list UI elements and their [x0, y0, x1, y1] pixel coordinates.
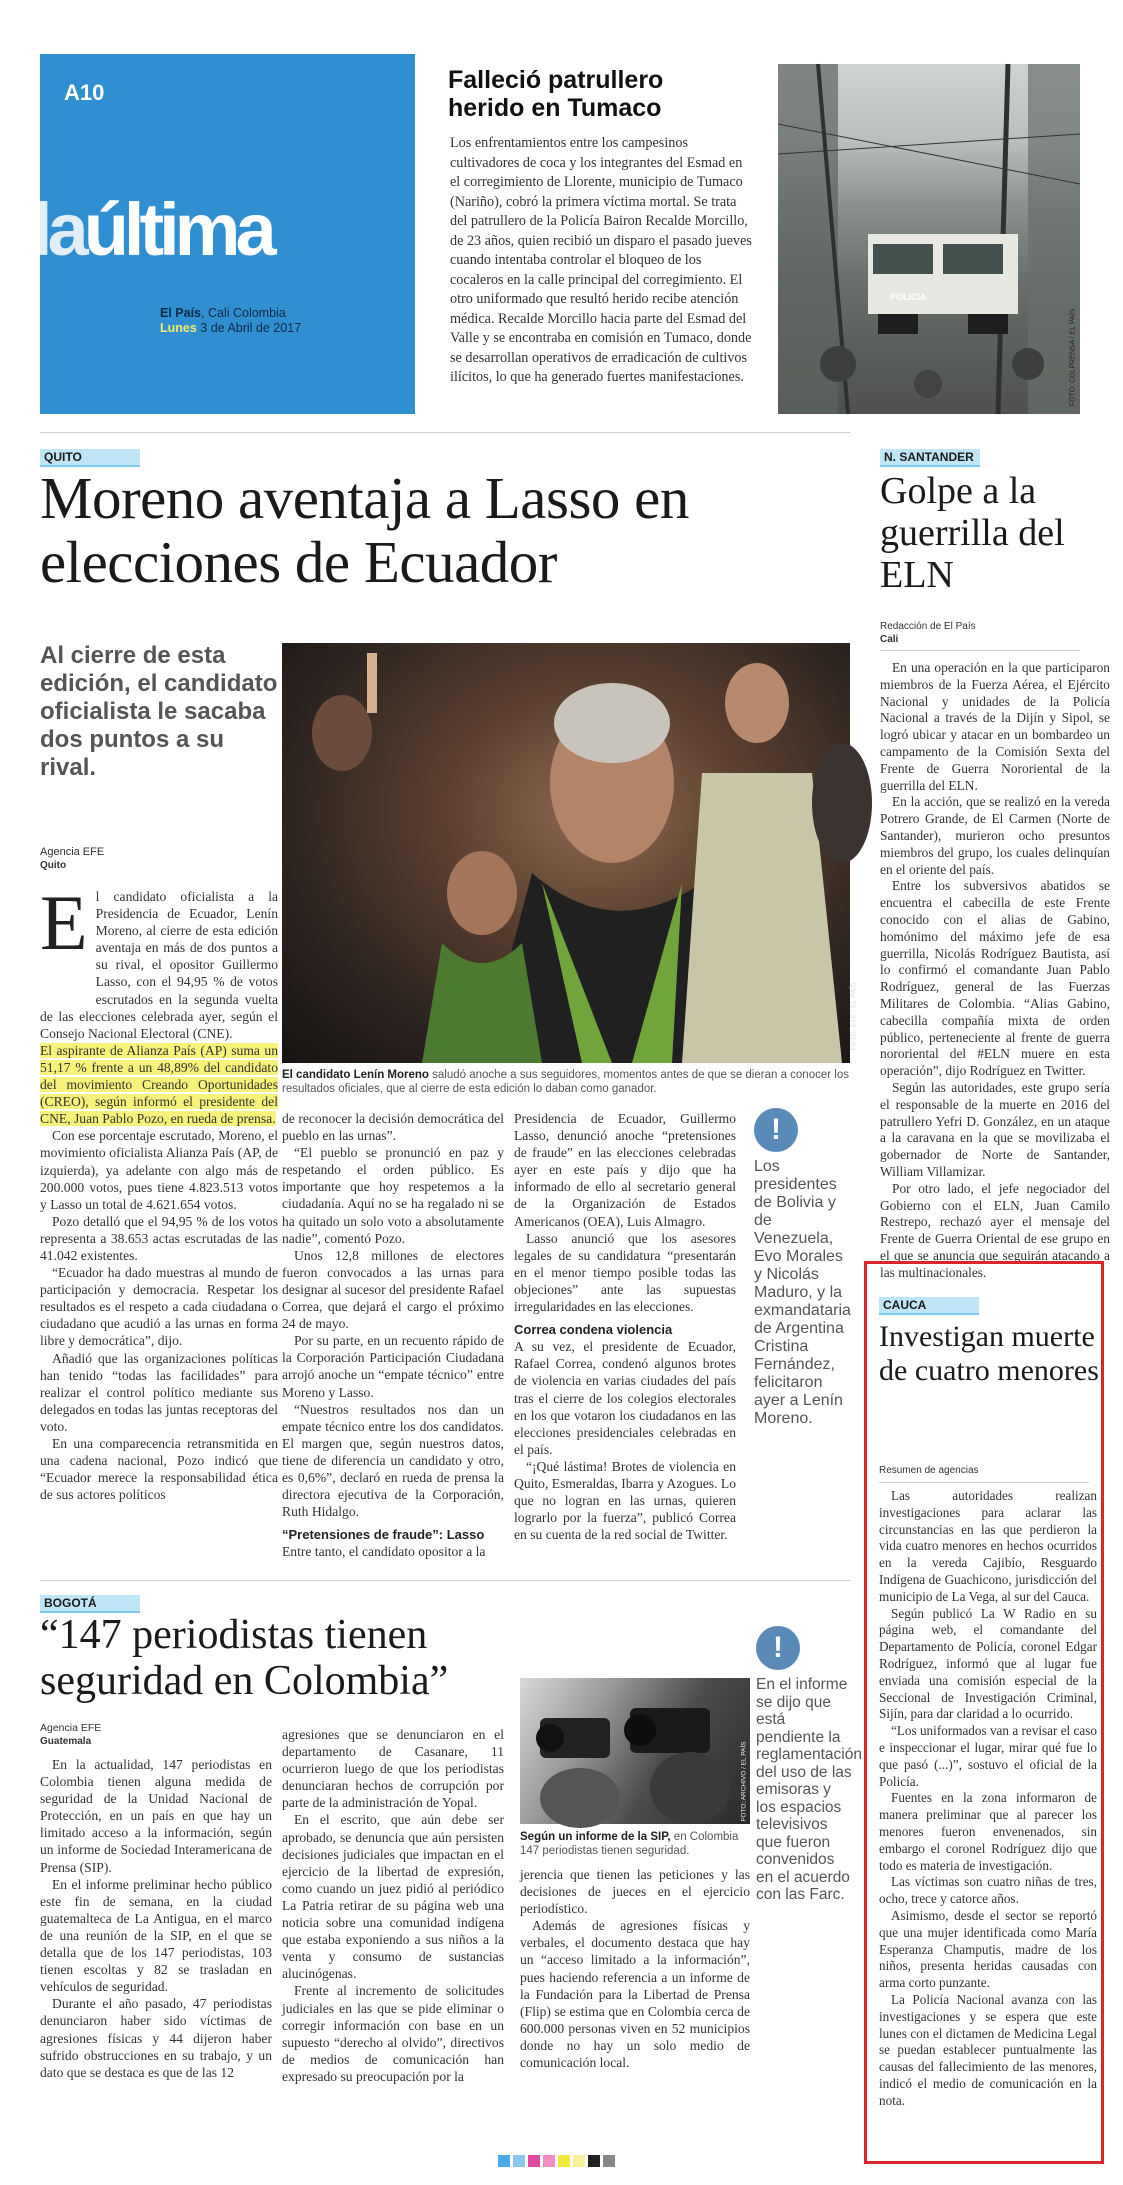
subheading: Correa condena violencia — [514, 1322, 673, 1338]
paragraph: Las víctimas son cuatro niñas de tres, ocho, trece y catorce años. — [879, 1874, 1097, 1907]
paragraph: Pozo detalló que el 94,95 % de los votos representa a 38.653 actas escrutadas de las 41.042 existentes. — [40, 1213, 278, 1263]
print-color-bar — [498, 2155, 615, 2167]
top-story-body — [450, 134, 756, 388]
paragraph: Según publicó La W Radio en su página web, el comandante del Departamento de Policía, coronel Edgar Rodríguez, informó que al lugar fue enviada una comisión especial de la Seccional de Investigación Criminal, Sijín, para dar claridad a lo ocurrido. — [879, 1605, 1097, 1722]
dropcap: E — [40, 879, 88, 966]
paragraph: En una comparecencia retransmitida en una cadena nacional, Pozo indicó que “Ecuador merece la responsabilidad ética de sus actores políticos — [40, 1436, 278, 1503]
paragraph: La Policía Nacional avanza con las investigaciones y se espera que este lunes con el dictamen de Medicina Legal se puedan establecer puntualmente las causas del fallecimiento de las menores, indicó el medio de comunicación en la nota. — [879, 1991, 1097, 2108]
paragraph: Presidencia de Ecuador, Guillermo Lasso, denunció anoche “pretensiones de fraude” en las elecciones celebradas ayer en este país y dijo que ha informado de ello al secretario general de la Organización de Estados Americanos (OEA), Luis Almagro. — [514, 1111, 736, 1229]
caption-text: saludó anoche a sus seguidores, momentos antes de que se dieran a conocer los resultados oficiales, que al cierre de esta edición lo daban como ganador. — [282, 1069, 849, 1095]
swatch — [498, 2155, 510, 2167]
police-van-sign: POLICIA — [890, 292, 927, 302]
paragraph: Durante el año pasado, 47 periodistas denunciaron haber sido víctimas de agresiones físicas y 44 dijeron haber sufrido obstrucciones en su trabajo, y un dato que se destaca es que de las 12 — [40, 1996, 272, 2080]
swatch — [558, 2155, 570, 2167]
place: Quito — [40, 860, 67, 871]
section-title — [32, 190, 272, 270]
masthead — [32, 54, 415, 414]
ecuador-column-2 — [282, 1110, 504, 1560]
divider — [40, 432, 850, 433]
swatch — [603, 2155, 615, 2167]
periodistas-column-1 — [40, 1756, 272, 2081]
ecuador-photo — [282, 643, 858, 1063]
top-story-headline: Falleció patrullero herido en Tumaco — [448, 66, 664, 122]
paragraph: En la actualidad, 147 periodistas en Colombia tienen alguna medida de seguridad de la Unidad Nacional de Protección, en un país en que hay un limitado acceso a la información, según un informe de Sociedad Interamericana de Prensa (SIP). — [40, 1757, 272, 1875]
swatch — [573, 2155, 585, 2167]
paragraph: Asimismo, desde el sector se reportó que una mujer identificada como María Esperanza Champutis, madre de los niños, presenta heridas causadas con arma corto punzante. — [879, 1907, 1097, 1991]
ecuador-kicker: QUITO — [40, 449, 140, 467]
ecuador-photo-caption — [282, 1068, 850, 1096]
masthead-dateline: El País, Cali Colombia Lunes 3 de Abril de 2017 — [160, 306, 302, 335]
day-name: Lunes — [160, 321, 197, 335]
caption-bold: El candidato Lenín Moreno — [282, 1069, 429, 1081]
paper-name: El País — [160, 306, 201, 320]
paragraph: Frente al incremento de solicitudes judiciales en las que se pide eliminar o corregir información con base en un supuesto “derecho al olvido”, directivos de medios de comunicación han expresado su preocupación por la — [282, 1983, 504, 2084]
divider — [40, 1580, 850, 1581]
agency: Redacción de El País — [880, 621, 976, 632]
paragraph: Según las autoridades, este grupo sería el responsable de la muerte en 2016 del patrullero Yefri D. González, en un ataque a la caravana en la que se movilizaba el gobernador de Norte de Santander, William Villamizar. — [880, 1079, 1110, 1179]
paragraph: l candidato oficialista a la Presidencia de Ecuador, Lenín Moreno, al cierre de esta edición aventaja en más de dos puntos a su rival, el opositor Guillermo Lasso, con el 94,95 % de votos escrutados en la segunda vuelta de las elecciones celebrada ayer, según el Consejo Nacional Electoral (CNE). — [40, 889, 278, 1041]
section-suffix: última — [83, 188, 272, 271]
ecuador-deck: Al cierre de esta edición, el candidato oficialista le sacaba dos puntos a su rival. — [40, 642, 278, 781]
swatch — [543, 2155, 555, 2167]
periodistas-kicker: BOGOTÁ — [40, 1595, 140, 1613]
periodistas-column-3 — [520, 1866, 750, 2071]
eln-kicker: N. SANTANDER — [880, 449, 980, 467]
crowd-scene — [282, 643, 850, 1063]
top-story-paragraph: Los enfrentamientos entre los campesinos cultivadores de coca y los integrantes del Esmad en el corregimiento de Llorente, municipio de Tumaco (Nariño), cobró la primera víctima mortal. Se trata del patrullero de la Policía Bairon Recalde Morcillo, de 23 años, quien recibió un disparo el pasado jueves cuando intentaba controlar el bloqueo de los cocaleros en la calle principal del corregimiento. El otro uniformado que resultó herido recibe atención médica. Recalde Morcillo hacia parte del Esmad del Valle y se encontraba en comisión en Tumaco, donde se desarrollan operativos de erradicación de cultivos ilícitos, lo que ha generado fuertes manifestaciones. — [450, 135, 752, 385]
paragraph: “Nuestros resultados nos dan un empate técnico entre los dos candidatos. El margen que, según nuestros datos, tiene de diferencia un candidato y otro, es 0,6%”, declaró en rueda de prensa la directora ejecutiva de la Corporación, Ruth Hidalgo. — [282, 1401, 504, 1520]
top-photo-credit: FOTO: COLPRENSA / EL PAÍS — [1069, 308, 1077, 407]
edition-date: 3 de Abril de 2017 — [200, 321, 302, 335]
highlighted-paragraph: El aspirante de Alianza País (AP) suma un 51,17 % frente a un 48,89% del candidato del movimiento Creando Oportunidades (CREO), según informó el presidente del CNE, Juan Pablo Pozo, en rueda de prensa. — [40, 1042, 278, 1127]
exclamation-icon: ! — [754, 1108, 798, 1152]
section-prefix: la — [32, 188, 84, 271]
sidebar-text: Los presidentes de Bolivia y de Venezuela, Evo Morales y Nicolás Maduro, y la exmandataria de Argentina Cristina Fernández, felicitaron ayer a Lenín Moreno. — [754, 1158, 851, 1427]
periodistas-byline — [40, 1722, 101, 1748]
cauca-box — [864, 1261, 1104, 2164]
swatch — [588, 2155, 600, 2167]
periodistas-photo — [520, 1678, 750, 1824]
caption-bold: Según un informe de la SIP, — [520, 1831, 671, 1843]
agency: Agencia EFE — [40, 1722, 102, 1734]
paragraph: Entre tanto, el candidato opositor a la — [282, 1544, 486, 1560]
paragraph: “El pueblo se pronunció en paz y respetando el orden público. Es importante que hoy respetemos a la ciudadanía. Aquí no se ha regalado ni se ha quitado un solo voto a absolutamente nadie”, comentó Pozo. — [282, 1145, 504, 1246]
cameras-scene — [520, 1678, 750, 1824]
paragraph: Por otro lado, el jefe negociador del Gobierno con el ELN, Juan Camilo Restrepo, rechazó ayer el mensaje del Frente de Guerra Oriental de ese grupo en el que se anuncia que seguirán atacando a las multinacionales. — [880, 1180, 1110, 1280]
paragraph: En el escrito, que aún debe ser aprobado, se denuncia que aún persisten decisiones judiciales que impactan en el ejercicio de la libertad de expresión, como cuando un juez pidió al periódico La Patria retirar de su página web una noticia sobre una comunidad indígena que estaba exponiendo a sus niños a la venta y consumo de sustancias alucinógenas. — [282, 1812, 504, 1982]
eln-headline: Golpe a la guerrilla del ELN — [880, 470, 1065, 596]
cauca-body — [879, 1488, 1097, 2109]
paragraph: “Ecuador ha dado muestras al mundo de participación y democracia. Respetar los resultados es el respeto a cada ciudadana o ciudadano que acudió a las urnas en forma libre y democrática”, dijo. — [40, 1265, 278, 1349]
ecuador-column-3 — [514, 1110, 736, 1543]
street-scene — [778, 64, 1080, 414]
top-story-photo — [778, 64, 1080, 414]
paragraph: Fuentes en la zona informaron de manera preliminar que al parecer los menores fueron envenenados, sin embargo el coronel Rodríguez dijo que todo es materia de investigación. — [879, 1790, 1097, 1873]
paragraph: de reconocer la decisión democrática del pueblo en las urnas”. — [282, 1111, 504, 1144]
ecuador-byline — [40, 846, 104, 872]
cauca-kicker: CAUCA — [879, 1297, 979, 1315]
place: Guatemala — [40, 1736, 92, 1747]
paragraph: “Los uniformados van a revisar el caso e inspeccionar el lugar, mirar qué fue lo que pasó (...)”, sostuvo el oficial de la Policía. — [879, 1723, 1097, 1789]
sidebar-text: En el informe se dijo que está pendiente la reglamentación del uso de las emisoras y los espacios televisivos que fueron convenidos en el acuerdo con las Farc. — [756, 1676, 862, 1903]
eln-body — [880, 660, 1110, 1281]
paragraph: “¡Qué lástima! Brotes de violencia en Quito, Esmeraldas, Ibarra y Azogues. Lo que no logran en las urnas, quieren lograrlo por la fuerza”, publicó Correa en su cuenta de la red social de Twitter. — [514, 1458, 736, 1543]
ecuador-headline: Moreno aventaja a Lasso en elecciones de Ecuador — [40, 465, 689, 595]
periodistas-photo-credit: FOTO: ARCHIVO / EL PAÍS — [740, 1741, 748, 1822]
periodistas-photo-caption — [520, 1830, 750, 1858]
swatch — [528, 2155, 540, 2167]
eln-byline — [880, 620, 976, 646]
paragraph: Las autoridades realizan investigaciones para aclarar las circunstancias en las que perdieron la vida cuatro menores en hechos ocurridos en la vereda Cajibío, Resguardo Indígena de Guachicono, jurisdicción del municipio de La Vega, al sur del Cauca. — [879, 1488, 1097, 1604]
swatch — [513, 2155, 525, 2167]
paragraph: Por su parte, en un recuento rápido de la Corporación Participación Ciudadana arrojó anoche un “empate técnico” entre Moreno y Lasso. — [282, 1333, 504, 1400]
paragraph: Entre los subversivos abatidos se encuentra el cabecilla de este Frente conocido con el alias de Gabino, homónimo del máximo jefe de esa guerrilla, Nicolás Rodríguez Bautista, así lo confirmó el comandante Juan Pablo Rodríguez, general de las Fuerzas Militares de Colombia. “Alias Gabino, cabecilla compañía mixta de orden público, perteneciente al frente de guerra nororiental del #ELN muere en esta operación”, dijo Rodríguez en Twitter. — [880, 878, 1110, 1079]
cauca-headline: Investigan muerte de cuatro menores — [879, 1320, 1099, 1387]
paragraph: Añadió que las organizaciones políticas han tenido “todas las facilidades” para realizar el control político mediante sus delegados en todas las juntas receptoras del voto. — [40, 1350, 278, 1434]
paragraph: En una operación en la que participaron miembros de la Fuerza Aérea, el Ejército Nacional y unidades de la Policía Nacional a través de la Dijín y Sipol, se logró ubicar y atacar en un bombardeo un campamento de la Comisión Sexta del Frente de Guerra Nororiental de la guerrilla del ELN. — [880, 660, 1110, 793]
paragraph: Con ese porcentaje escrutado, Moreno, el movimiento oficialista Alianza País (AP, de izquierda), ya adelante con algo más de 200.000 votos, pues tiene 4.823.513 votos y Lasso un total de 4.621.654 votos. — [40, 1128, 278, 1212]
caption-text: en Colombia 147 periodistas tienen seguridad. — [520, 1831, 739, 1857]
cauca-byline: Resumen de agencias — [879, 1465, 979, 1476]
periodistas-sidebar — [756, 1626, 862, 1904]
paragraph: jerencia que tienen las peticiones y las decisiones de jueces en el ejercicio periodístico. — [520, 1867, 750, 1917]
paragraph: agresiones que se denunciaron en el departamento de Casanare, 11 ocurrieron luego de que los periodistas denunciaran hechos de corrupción por parte de la administración de Yopal. — [282, 1727, 504, 1811]
page-number: A10 — [64, 80, 105, 105]
subheading: “Pretensiones de fraude”: Lasso — [282, 1527, 485, 1543]
paragraph: A su vez, el presidente de Ecuador, Rafael Correa, condenó algunos brotes de violencia en varias ciudades del país tras el cierre de los colegios electorales en los que votaron los ciudadanos en las elecciones presidenciales celebradas en el país. — [514, 1339, 736, 1457]
paragraph: Unos 12,8 millones de electores fueron convocados a las urnas para designar al sucesor del presidente Rafael Correa, que dejará el cargo el próximo 24 de mayo. — [282, 1247, 504, 1332]
paragraph: En la acción, que se realizó en la vereda Potrero Grande, de El Carmen (Norte de Santander), murieron ocho presuntos miembros del grupo, los cuales delinquían en el oriente del país. — [880, 794, 1110, 877]
divider — [880, 650, 1080, 651]
place: Cali — [880, 634, 899, 645]
paragraph: Además de agresiones físicas y verbales, el documento destaca que hay un “acceso limitado a la información”, pues haciendo referencia a un informe de la Fundación para la Libertad de Prensa (Flip) se estima que en Colombia cerca de 600.000 personas viven en 52 municipios donde no hay un solo medio de comunicación local. — [520, 1918, 750, 2071]
ecuador-column-1 — [40, 879, 278, 1503]
paper-city: Cali Colombia — [207, 306, 286, 320]
periodistas-headline: “147 periodistas tienen seguridad en Colombia” — [40, 1612, 449, 1704]
exclamation-icon: ! — [756, 1626, 800, 1670]
periodistas-column-2 — [282, 1726, 504, 2085]
ecuador-sidebar — [754, 1108, 854, 1428]
paragraph: Lasso anunció que los asesores legales de su candidatura “presentarán en el menor tiempo posible todas las objeciones” ante las supuestas irregularidades en las elecciones. — [514, 1230, 736, 1315]
divider — [879, 1482, 1089, 1483]
ecuador-photo-credit: FOTO: EFE / EL PAÍS — [850, 982, 858, 1051]
agency: Agencia EFE — [40, 846, 105, 858]
paragraph: En el informe preliminar hecho público este fin de semana, en la ciudad guatemalteca de La Antigua, en el marco de una reunión de la SIP, en el que se detalla que de los 147 periodistas, 103 tienen escoltas y 82 se trasladan en vehículos de seguridad. — [40, 1876, 272, 1995]
